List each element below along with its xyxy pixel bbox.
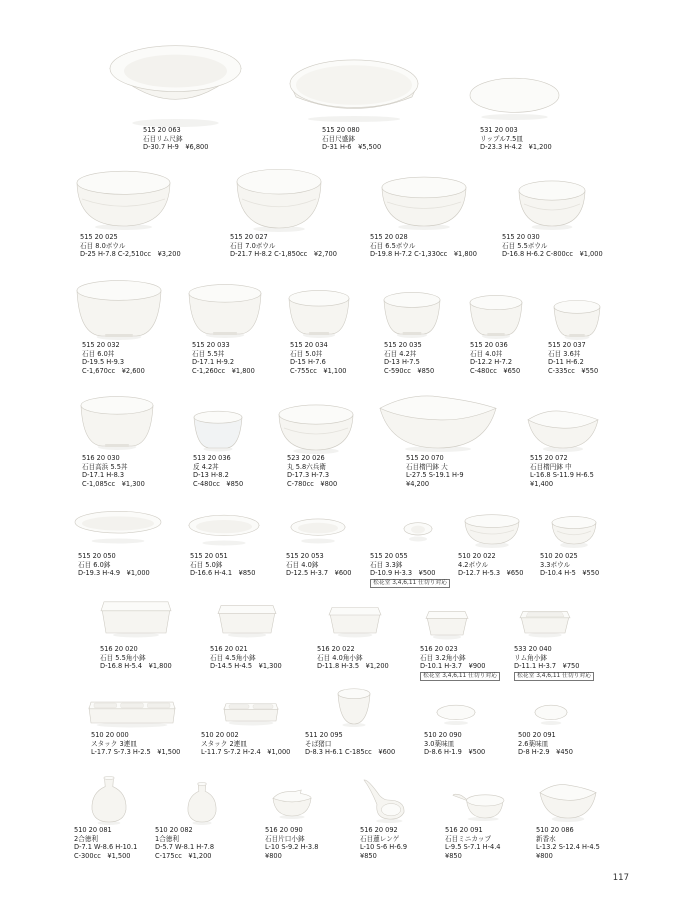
product-spec: D-10.4 H-5 ¥550 [540, 569, 600, 578]
product-code: 515 20 080 [322, 126, 360, 134]
product-image [223, 702, 279, 724]
product-spec: D-21.7 H-8.2 C-1,850cc ¥2,700 [230, 250, 337, 259]
product-spec: D-19.5 H-9.3 [82, 358, 125, 367]
product-caption [470, 341, 520, 375]
product-name: 石目 3.2角小鉢 [420, 653, 466, 662]
product-caption [360, 826, 407, 860]
product-spec: D-10.9 H-3.3 ¥500 [370, 569, 436, 578]
product-caption [424, 731, 485, 757]
product-spec: D-8 H-2.9 ¥450 [518, 748, 573, 757]
product-spec: L-11.7 S-7.2 H-2.4 ¥1,000 [201, 748, 291, 757]
product-spec: D-23.3 H-4.2 ¥1,200 [480, 143, 552, 152]
product-name: 石目 3.3鉢 [370, 560, 403, 569]
product-code: 515 20 051 [190, 552, 228, 560]
product-code: 516 20 020 [100, 645, 138, 653]
product-image [381, 176, 467, 228]
product-name: 石目 4.0丼 [470, 349, 503, 358]
product-spec: D-7.1 W-8.6 H-10.1 [74, 843, 138, 852]
product-code: 515 20 053 [286, 552, 324, 560]
product-caption [536, 826, 600, 860]
product-spec: C-175cc ¥1,200 [155, 851, 212, 860]
product-caption [290, 341, 347, 375]
product-code: 531 20 003 [480, 126, 518, 134]
product-code: 515 20 063 [143, 126, 181, 134]
product-image [76, 170, 171, 228]
product-name: 石目楕円鉢 中 [530, 462, 572, 471]
product-name: 石目 5.5丼 [192, 349, 225, 358]
product-caption [193, 454, 243, 488]
product-spec: D-13 H-8.2 [193, 471, 229, 480]
product-name: スタック 2連皿 [201, 739, 247, 748]
product-image [519, 610, 571, 636]
product-spec: C-480cc ¥650 [470, 366, 521, 375]
product-image [278, 404, 354, 452]
product-image [108, 44, 243, 126]
product-spec: L-17.7 S-7.3 H-2.5 ¥1,500 [91, 748, 181, 757]
product-spec: ¥850 [360, 851, 377, 860]
product-spec: ¥850 [445, 851, 462, 860]
product-spec: C-300cc ¥1,500 [74, 851, 131, 860]
product-image [100, 600, 172, 636]
product-caption [540, 552, 599, 578]
product-name: 石目 4.0角小鉢 [317, 653, 363, 662]
product-image [236, 168, 322, 230]
product-name: 丸 5.8六兵衛 [287, 462, 326, 471]
product-caption [287, 454, 337, 488]
product-image [336, 688, 372, 726]
product-name: 石目 3.6丼 [548, 349, 581, 358]
product-spec: C-1,085cc ¥1,300 [82, 479, 145, 488]
product-name: 石目ミニカップ [445, 834, 492, 843]
product-image [328, 606, 382, 636]
product-image [188, 284, 262, 336]
product-caption [192, 341, 255, 375]
product-code: 515 20 028 [370, 233, 408, 241]
product-name: 石目 5.5ボウル [502, 241, 548, 250]
product-code: 515 20 032 [82, 341, 120, 349]
product-caption [406, 454, 464, 488]
product-spec: D-17.1 H-8.3 [82, 471, 125, 480]
product-code: 516 20 090 [265, 826, 303, 834]
product-caption [322, 126, 381, 152]
product-spec: D-11.1 H-3.7 ¥750 [514, 662, 580, 671]
product-code: 515 20 070 [406, 454, 444, 462]
product-spec: ¥4,200 [406, 479, 430, 488]
product-caption [420, 645, 500, 681]
product-caption [265, 826, 318, 860]
product-spec: D-8.6 H-1.9 ¥500 [424, 748, 486, 757]
product-code: 515 20 050 [78, 552, 116, 560]
product-code: 510 20 086 [536, 826, 574, 834]
product-spec: L-27.5 S-19.1 H-9 [406, 471, 464, 480]
product-code: 513 20 036 [193, 454, 231, 462]
product-name: 2.6薬味皿 [518, 739, 549, 748]
product-spec: D-11.8 H-3.5 ¥1,200 [317, 662, 389, 671]
product-code: 533 20 040 [514, 645, 552, 653]
product-spec: ¥800 [536, 851, 553, 860]
product-code: 516 20 022 [317, 645, 355, 653]
product-spec: C-1,260cc ¥1,800 [192, 366, 255, 375]
product-caption [480, 126, 552, 152]
product-code: 515 20 055 [370, 552, 408, 560]
product-spec: D-17.3 H-7.3 [287, 471, 330, 480]
product-image [80, 396, 154, 448]
product-name: 2合徳利 [74, 834, 98, 843]
product-name: 3.0薬味皿 [424, 739, 455, 748]
product-code: 510 20 022 [458, 552, 496, 560]
product-image [551, 516, 597, 546]
product-code: 510 20 090 [424, 731, 462, 739]
product-code: 516 20 030 [82, 454, 120, 462]
product-image [90, 776, 128, 824]
product-image [271, 790, 313, 818]
product-code: 511 20 095 [305, 731, 343, 739]
product-name: 石目片口小鉢 [265, 834, 305, 843]
product-spec: D-30.7 H-9 ¥6,800 [143, 143, 209, 152]
product-spec: D-25 H-7.8 C-2,510cc ¥3,200 [80, 250, 181, 259]
product-spec: D-11 H-6.2 [548, 358, 584, 367]
product-caption [201, 731, 290, 757]
product-spec: ¥800 [265, 851, 282, 860]
product-name: 4.2ボウル [458, 560, 489, 569]
product-caption [384, 341, 434, 375]
product-spec: L-10 S-6 H-6.9 [360, 843, 408, 852]
product-spec: D-19.8 H-7.2 C-1,330cc ¥1,800 [370, 250, 477, 259]
product-code: 510 20 081 [74, 826, 112, 834]
product-image [192, 410, 244, 450]
product-code: 510 20 002 [201, 731, 239, 739]
product-code: 510 20 025 [540, 552, 578, 560]
product-image [88, 700, 176, 726]
product-image [74, 510, 162, 542]
product-image [217, 604, 277, 636]
product-code: 500 20 091 [518, 731, 556, 739]
product-name: 1合徳利 [155, 834, 179, 843]
product-image [379, 392, 497, 450]
product-caption [155, 826, 214, 860]
product-name: 石目 4.2丼 [384, 349, 417, 358]
product-caption [82, 341, 145, 375]
product-image [527, 408, 599, 450]
product-image [534, 704, 568, 724]
product-spec: L-9.5 S-7.1 H-4.4 [445, 843, 501, 852]
product-code: 510 20 000 [91, 731, 129, 739]
product-image [518, 180, 586, 228]
product-spec: D-15 H-7.6 [290, 358, 326, 367]
product-spec: C-780cc ¥800 [287, 479, 338, 488]
product-name: スタック 3連皿 [91, 739, 137, 748]
product-image [553, 300, 601, 338]
product-code: 523 20 026 [287, 454, 325, 462]
product-caption [317, 645, 389, 671]
product-name: 石目 5.5角小鉢 [100, 653, 146, 662]
product-image [403, 522, 433, 540]
product-caption [370, 552, 450, 588]
product-code: 516 20 023 [420, 645, 458, 653]
product-name: 石目 5.0丼 [290, 349, 323, 358]
product-spec: L-13.2 S-12.4 H-4.5 [536, 843, 600, 852]
product-spec: D-14.5 H-4.5 ¥1,300 [210, 662, 282, 671]
product-caption [502, 233, 603, 259]
product-spec: L-10 S-9.2 H-3.8 [265, 843, 319, 852]
partition-badge: 松花堂 3,4,6,11 仕切り対応 [514, 672, 594, 681]
product-image [76, 280, 162, 338]
product-code: 516 20 092 [360, 826, 398, 834]
product-code: 510 20 082 [155, 826, 193, 834]
product-image [464, 514, 520, 546]
product-name: 石目 6.5ボウル [370, 241, 416, 250]
product-caption [100, 645, 172, 671]
product-caption [82, 454, 145, 488]
product-spec: D-19.3 H-4.9 ¥1,000 [78, 569, 150, 578]
product-spec: D-10.1 H-3.7 ¥900 [420, 662, 486, 671]
partition-badge: 松花堂 3,4,6,11 仕切り対応 [420, 672, 500, 681]
product-spec: D-12.5 H-3.7 ¥600 [286, 569, 352, 578]
product-spec: C-335cc ¥550 [548, 366, 599, 375]
product-code: 515 20 034 [290, 341, 328, 349]
product-caption [190, 552, 255, 578]
product-image [469, 295, 523, 337]
product-name: 石目 6.0鉢 [78, 560, 111, 569]
product-code: 515 20 037 [548, 341, 586, 349]
product-name: リム角小鉢 [514, 653, 547, 662]
product-caption [78, 552, 150, 578]
product-name: 石目 4.5角小鉢 [210, 653, 256, 662]
product-caption [370, 233, 477, 259]
product-spec: D-16.8 H-6.2 C-800cc ¥1,000 [502, 250, 603, 259]
product-spec: C-1,670cc ¥2,600 [82, 366, 145, 375]
product-code: 515 20 025 [80, 233, 118, 241]
product-name: 石目尺盛鉢 [322, 134, 355, 143]
product-spec: C-480cc ¥850 [193, 479, 244, 488]
product-spec: D-17.1 H-9.2 [192, 358, 235, 367]
product-caption [458, 552, 523, 578]
product-code: 515 20 036 [470, 341, 508, 349]
product-caption [305, 731, 395, 757]
product-spec: D-12.7 H-5.3 ¥650 [458, 569, 524, 578]
product-name: 石目高浜 5.5丼 [82, 462, 128, 471]
product-name: 反 4.2丼 [193, 462, 219, 471]
product-code: 515 20 027 [230, 233, 268, 241]
page-number: 117 [612, 873, 629, 883]
product-caption [80, 233, 181, 259]
product-spec: D-16.8 H-5.4 ¥1,800 [100, 662, 172, 671]
product-caption [91, 731, 180, 757]
product-code: 516 20 091 [445, 826, 483, 834]
product-name: 石目 6.0丼 [82, 349, 115, 358]
product-name: 石目 4.0鉢 [286, 560, 319, 569]
product-code: 515 20 072 [530, 454, 568, 462]
product-caption [518, 731, 573, 757]
product-name: 3.3ボウル [540, 560, 571, 569]
product-spec: D-12.2 H-7.2 [470, 358, 513, 367]
product-spec: D-31 H-6 ¥5,500 [322, 143, 382, 152]
product-image [425, 610, 469, 638]
product-image [539, 782, 597, 820]
product-caption [514, 645, 594, 681]
product-spec: D-13 H-7.5 [384, 358, 420, 367]
product-image [288, 56, 420, 122]
product-name: リップル7.5皿 [480, 134, 523, 143]
product-name: 石目 8.0ボウル [80, 241, 126, 250]
product-caption [286, 552, 351, 578]
product-image [452, 792, 504, 820]
product-code: 515 20 030 [502, 233, 540, 241]
product-name: 石目リム尺鉢 [143, 134, 183, 143]
product-code: 515 20 033 [192, 341, 230, 349]
product-spec: C-590cc ¥850 [384, 366, 435, 375]
product-image [362, 778, 406, 822]
product-name: そば猪口 [305, 739, 332, 748]
product-image [383, 292, 441, 336]
product-image [467, 75, 562, 120]
product-spec: D-16.6 H-4.1 ¥850 [190, 569, 256, 578]
product-image [288, 290, 350, 336]
product-caption [548, 341, 598, 375]
product-caption [143, 126, 208, 152]
product-image [186, 782, 218, 824]
partition-badge: 松花堂 3,4,6,11 仕切り対応 [370, 579, 450, 588]
product-code: 515 20 035 [384, 341, 422, 349]
product-caption [230, 233, 337, 259]
product-name: 石目蓮レンゲ [360, 834, 400, 843]
product-name: 石目楕円鉢 大 [406, 462, 448, 471]
product-image [188, 514, 260, 544]
product-name: 石目 5.0鉢 [190, 560, 223, 569]
product-spec: C-755cc ¥1,100 [290, 366, 347, 375]
product-name: 新香水 [536, 834, 556, 843]
product-code: 516 20 021 [210, 645, 248, 653]
product-caption [74, 826, 137, 860]
product-caption [210, 645, 282, 671]
product-image [436, 704, 476, 724]
product-caption [530, 454, 594, 488]
product-image [290, 518, 346, 542]
product-spec: ¥1,400 [530, 479, 554, 488]
product-spec: D-8.3 H-6.1 C-185cc ¥600 [305, 748, 396, 757]
product-spec: L-16.8 S-11.9 H-6.5 [530, 471, 594, 480]
product-spec: D-5.7 W-8.1 H-7.8 [155, 843, 215, 852]
product-name: 石目 7.0ボウル [230, 241, 276, 250]
product-caption [445, 826, 501, 860]
